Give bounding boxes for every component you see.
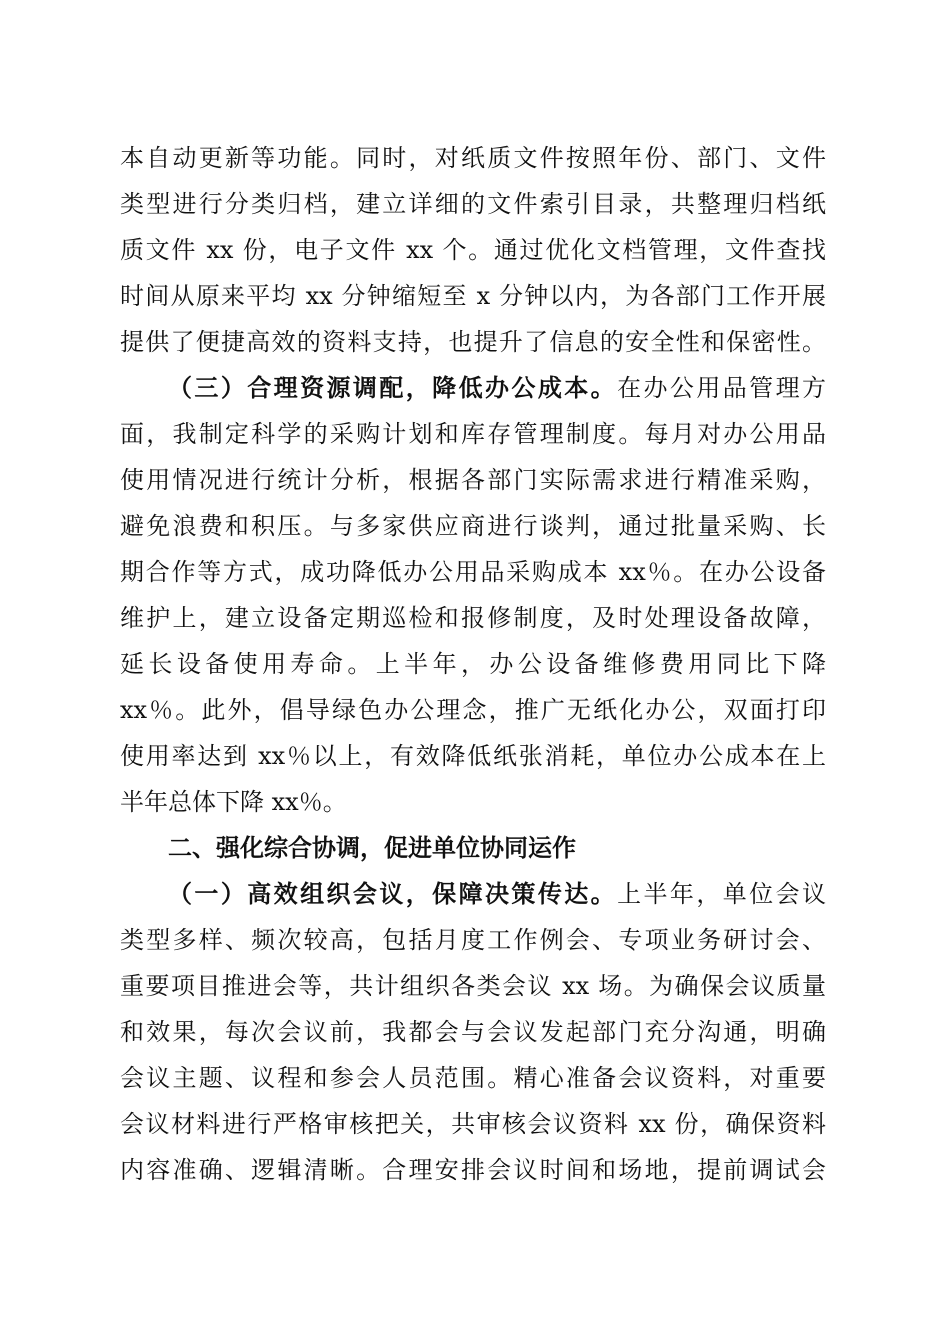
- body-text-fragment: 在办公用品管理方: [617, 374, 827, 402]
- body-text-line: 类型多样、频次较高，包括月度工作例会、专项业务研讨会、: [120, 926, 826, 954]
- body-text-line: 避免浪费和积压。与多家供应商进行谈判，通过批量采购、长: [120, 512, 826, 540]
- body-text-line: 时间从原来平均 xx 分钟缩短至 x 分钟以内，为各部门工作开展: [120, 282, 826, 310]
- subsection-heading: （三）合理资源调配，降低办公成本。: [168, 374, 618, 402]
- body-text-line: xx％。此外，倡导绿色办公理念，推广无纸化办公，双面打印: [120, 696, 826, 724]
- body-text-line: 会议主题、议程和参会人员范围。精心准备会议资料，对重要: [120, 1064, 826, 1092]
- body-text-line: 期合作等方式，成功降低办公用品采购成本 xx％。在办公设备: [120, 558, 826, 586]
- body-text-line: 使用率达到 xx％以上，有效降低纸张消耗，单位办公成本在上: [120, 742, 826, 770]
- body-text-line: 类型进行分类归档，建立详细的文件索引目录，共整理归档纸: [120, 190, 826, 218]
- subsection-heading: （一）高效组织会议，保障决策传达。: [168, 880, 618, 908]
- body-text-line: 延长设备使用寿命。上半年，办公设备维修费用同比下降: [120, 650, 826, 678]
- paragraph-first-line: [168, 366, 826, 410]
- body-text-line: 面，我制定科学的采购计划和库存管理制度。每月对办公用品: [120, 420, 826, 448]
- body-text-line: 和效果，每次会议前，我都会与会议发起部门充分沟通，明确: [120, 1018, 826, 1046]
- body-text-line: 会议材料进行严格审核把关，共审核会议资料 xx 份，确保资料: [120, 1110, 826, 1138]
- body-text-line: 使用情况进行统计分析，根据各部门实际需求进行精准采购，: [120, 466, 826, 494]
- body-text-line: 维护上，建立设备定期巡检和报修制度，及时处理设备故障，: [120, 604, 826, 632]
- body-text-line: 重要项目推进会等，共计组织各类会议 xx 场。为确保会议质量: [120, 972, 826, 1000]
- body-text-line: 半年总体下降 xx％。: [120, 788, 347, 816]
- section-heading: 二、强化综合协调，促进单位协同运作: [168, 834, 576, 862]
- body-text-line: 质文件 xx 份，电子文件 xx 个。通过优化文档管理，文件查找: [120, 236, 826, 264]
- body-text-line: 提供了便捷高效的资料支持，也提升了信息的安全性和保密性。: [120, 328, 826, 356]
- paragraph-first-line: [168, 872, 826, 916]
- body-text-fragment: 上半年，单位会议: [617, 880, 827, 908]
- body-text-line: 本自动更新等功能。同时，对纸质文件按照年份、部门、文件: [120, 144, 826, 172]
- body-text-line: 内容准确、逻辑清晰。合理安排会议时间和场地，提前调试会: [120, 1156, 826, 1184]
